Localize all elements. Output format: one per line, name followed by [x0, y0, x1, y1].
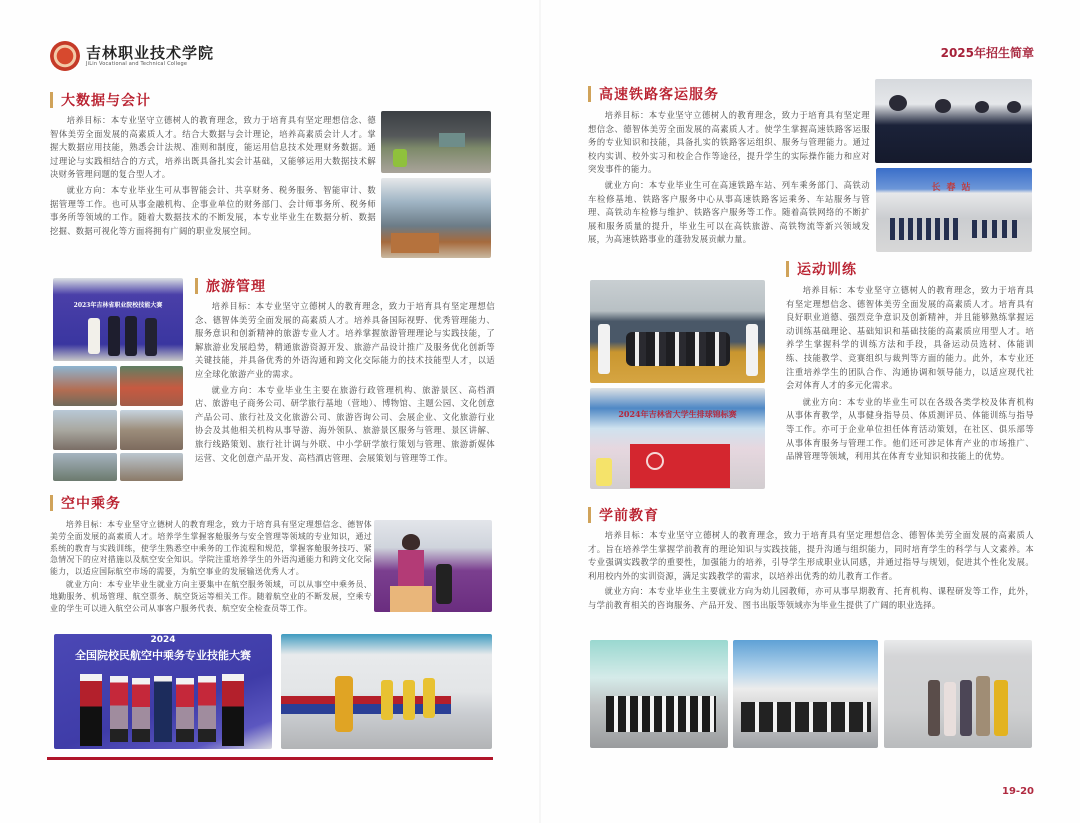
photo-cabin-service	[374, 520, 492, 612]
photo-preschool-kindergarten-visit	[884, 640, 1032, 748]
section-sports-training	[786, 259, 1034, 464]
page-divider-rule	[47, 757, 493, 760]
training-goal-text: 培养目标：本专业坚守立德树人的教育理念，致力于培育具有坚定理想信念、德智体美劳全面发展的高素质人才。培养学生掌握客舱服务与安全管理等领域的专业知识，通过系统的教育与实践训练，使学生熟悉空中乘务的工作流程和规范，掌握客舱服务技巧、紧急情况下的应对措施以及航空安全知识。学院注重培养学生的外语沟通能力和跨文化交际能力，以适应国际航空市场的需要，为航空事业的发展输送优秀人才。	[50, 520, 372, 577]
college-seal-icon	[50, 41, 80, 71]
training-goal-text: 培养目标：本专业坚守立德树人的教育理念，致力于培育具有坚定理想信念、德智体美劳全面发展的高素质人才。结合大数据与会计理论，培养高素质会计人才。掌握大数据应用技能，熟悉会计法规、准则和制度，能运用信息技术处理财务数据。通过理论与实践相结合的方式，培养出既具备扎实会计基础，又能够运用大数据技术解决财务管理问题的复合型人才。	[50, 115, 376, 180]
page-gutter	[539, 0, 541, 823]
section-title: 旅游管理	[206, 279, 266, 295]
college-logo	[50, 38, 250, 74]
section-title: 空中乘务	[61, 496, 121, 512]
career-direction-text: 就业方向：本专业毕业生可从事智能会计、共享财务、税务服务、智能审计、数据管理等工作。也可从事金融机构、企事业单位的财务部门、会计师事务所、税务师事务所等领域的工作。随着大数据技术的不断发展，本专业毕业生在数据分析、数据挖掘、数据可视化等方面将拥有广阔的职业发展空间。	[50, 184, 376, 236]
college-name-en: JiLin Vocational and Technical College	[86, 61, 188, 67]
section-accent-bar	[195, 278, 198, 294]
page-number: 19-20	[1002, 786, 1034, 797]
championship-banner-text: 2024年吉林省大学生排球锦标赛	[618, 409, 737, 419]
section-tourism-management	[195, 276, 495, 465]
photo-rail-station	[876, 168, 1032, 252]
photo-preschool-piano-room	[733, 640, 878, 748]
photo-accounting-lab	[381, 111, 491, 173]
photo-volleyball-championship	[590, 388, 765, 489]
career-direction-text: 就业方向：本专业毕业生就业方向主要集中在航空服务领域，可以从事空中乘务员、地勤服务、机场管理、航空票务、航空货运等相关工作。随着航空业的不断发展，空乘专业的学生可以进入航空公司从事客户服务代表、航空安全检查员等工作。	[50, 579, 372, 613]
section-title: 大数据与会计	[61, 93, 151, 109]
career-direction-text: 就业方向：本专业的毕业生可以在各级各类学校及体育机构从事体育教学，从事健身指导员、体质测评员、体能训练与指导等工作。亦可于企业单位担任体育活动策划，在社区、俱乐部等从事体育服务与管理工作。他们还可涉足体育产业的市场推广、品牌管理等领域，利用其在体育专业知识和技能上的优势。	[786, 396, 1034, 462]
section-accent-bar	[588, 86, 591, 102]
section-big-data-accounting	[50, 90, 376, 238]
training-goal-text: 培养目标：本专业坚守立德树人的教育理念，致力于培育具有坚定理想信念、德智体美劳全面发展的高素质人才。培育具有良好职业道德、强烈竞争意识及创新精神，并且能够熟练掌握运动训练基础理论、基础知识和基础技能的高素质应用型人才。培养学生掌握科学的训练方法和手段，具备运动员选材、体能训练、技能教学、竞赛组织与裁判等方面的能力。此外，本专业还注重培养学生的团队合作、沟通协调和领导能力，以适应现代社会对体育人才的多元化需求。	[786, 285, 1034, 391]
career-direction-text: 就业方向：本专业毕业生主要就业方向为幼儿园教师，亦可从事早期教育、托育机构、课程研发等工作，此外，与学前教育相关的咨询服务、产品开发、图书出版等领域亦为毕业生提供了广阔的职业选择。	[588, 586, 1034, 610]
training-goal-text: 培养目标：本专业坚守立德树人的教育理念，致力于培育具有坚定理想信念、德智体美劳全面发展的高素质人才。使学生掌握高速铁路客运服务的专业知识和技能，具备扎实的铁路客运组织、服务与管理能力。通过校内实训、校外实习和校企合作等途径，提升学生的实际操作能力和应对突发事件的能力。	[588, 110, 870, 175]
photo-tourism-group-4	[120, 410, 183, 450]
contest-year: 2024	[150, 635, 176, 645]
contest-banner-text: 全国院校民航空中乘务专业技能大赛	[75, 649, 251, 662]
photo-cabin-training-room	[281, 634, 492, 749]
training-goal-text: 培养目标：本专业坚守立德树人的教育理念，致力于培育具有坚定理想信念、德智体美劳全面发展的高素质人才。培养具备国际视野、优秀管理能力、服务意识和创新精神的旅游专业人才。培养掌握旅游管理理论与实践技能，了解旅游业发展趋势，精通旅游资源开发、旅游产品设计推广及服务优化创新等关键技能，并具备优秀的外语沟通和跨文化交际能力的技术技能型人才，以适应全球化旅游产业的需求。	[195, 301, 495, 379]
photo-air-contest	[54, 634, 272, 749]
award-banner-text: 2023年吉林省职业院校技能大赛	[73, 302, 163, 309]
photo-accounting-office	[381, 178, 491, 258]
photo-tourism-group-2	[120, 366, 183, 406]
photo-tourism-group-3	[53, 410, 117, 450]
section-accent-bar	[588, 507, 591, 523]
photo-volleyball-team	[590, 280, 765, 383]
section-accent-bar	[50, 495, 53, 511]
section-title: 高速铁路客运服务	[599, 87, 719, 103]
section-air-service	[50, 493, 372, 614]
college-name-cn: 吉林职业技术学院	[86, 44, 215, 62]
career-direction-text: 就业方向：本专业毕业生主要在旅游行政管理机构、旅游景区、高档酒店、旅游电子商务公司、研学旅行基地（营地）、博物馆、主题公园、文化创意产品公司、旅行社及文化旅游公司、旅游咨询公司、会展企业、文化旅游行业协会及其他相关机构从事导游、海外领队、旅游景区服务与管理、景区讲解、旅行线路策划、旅行社计调与外联、中小学研学旅行策划与管理、旅游新媒体运营、文化创意产品开发、高档酒店管理、会展策划与管理等工作。	[195, 384, 495, 463]
photo-tourism-group-5	[53, 453, 117, 481]
section-title: 运动训练	[797, 262, 857, 278]
section-accent-bar	[50, 92, 53, 108]
training-goal-text: 培养目标：本专业坚守立德树人的教育理念，致力于培育具有坚定理想信念、德智体美劳全面发展的高素质人才。旨在培养学生掌握学前教育的理论知识与实践技能，提升沟通与组织能力，同时培育学生的科学与人文素养。本专业强调实践教学的重要性，加强能力的培养，引导学生形成职业认同感，并通过指导与规划，促进其个性化发展。利用校内外的实训资源，满足实践教学的需求，以培养出优秀的幼儿教育工作者。	[588, 530, 1034, 581]
section-preschool-education	[588, 505, 1034, 613]
section-high-speed-rail	[588, 84, 870, 247]
career-direction-text: 就业方向：本专业毕业生可在高速铁路车站、列车乘务部门、高铁动车检修基地、铁路客户服务中心从事高速铁路客运乘务、车站服务与管理、高铁动车检修与维护、铁路客户服务等工作。随着高铁网络的不断扩展和服务质量的提升，毕业生可以在高铁旅游、高铁物流等新兴领域发展，为高速铁路事业的蓬勃发展贡献力量。	[588, 179, 870, 245]
section-accent-bar	[786, 261, 789, 277]
station-sign-text: 长春站	[931, 183, 977, 193]
photo-rail-crew	[875, 79, 1032, 163]
section-title: 学前教育	[599, 508, 659, 524]
photo-tourism-group-6	[120, 453, 183, 481]
photo-preschool-dance-class	[590, 640, 728, 748]
photo-tourism-award	[53, 278, 183, 361]
photo-tourism-group-1	[53, 366, 117, 406]
brochure-title: 2025年招生简章	[940, 46, 1034, 60]
